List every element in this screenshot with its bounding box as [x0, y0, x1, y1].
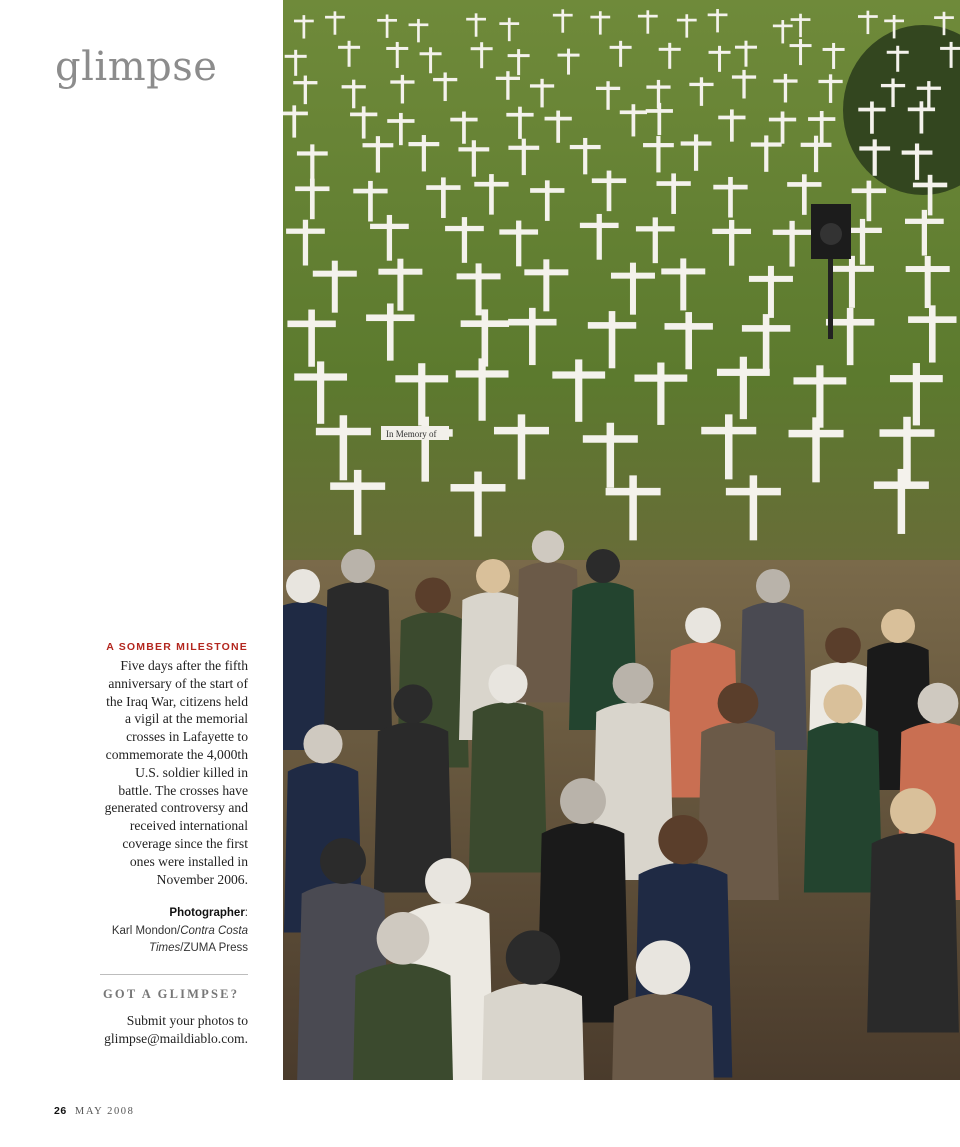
credit-publication: Contra Costa Times	[149, 924, 248, 955]
divider-rule	[100, 974, 248, 975]
sign-text: In Memory of	[386, 429, 437, 439]
credit-label: Photographer	[169, 907, 245, 920]
photo-caption-sidebar	[100, 640, 248, 1047]
photo-credit: Photographer: Karl Mondon/Contra Costa Times/ZUMA Press	[111, 907, 248, 955]
in-memory-sign	[381, 426, 449, 440]
memorial-photo	[283, 0, 960, 1080]
credit-name: Karl Mondon/	[111, 924, 181, 937]
caption-kicker: A SOMBER MILESTONE	[106, 641, 248, 653]
page-number: 26	[54, 1105, 67, 1117]
cta-heading: GOT A GLIMPSE?	[103, 986, 240, 1001]
issue-date: MAY 2008	[74, 1106, 135, 1117]
caption-body: Five days after the fifth anniversary of the start of the Iraq War, citizens held a vigil at the memorial crosses in Lafayette to commemorate the 4,000th U.S. soldier killed in battle. The crosses have generated controversy and received international coverage since the first ones were installed in November 2006.	[104, 658, 248, 887]
page-folio	[54, 1105, 135, 1117]
cta-text: Submit your photos to glimpse@maildiablo.com.	[104, 1012, 248, 1046]
memorial-photo-illustration	[283, 0, 960, 1080]
credit-agency: /ZUMA Press	[180, 942, 248, 955]
section-title: glimpse	[55, 44, 218, 90]
